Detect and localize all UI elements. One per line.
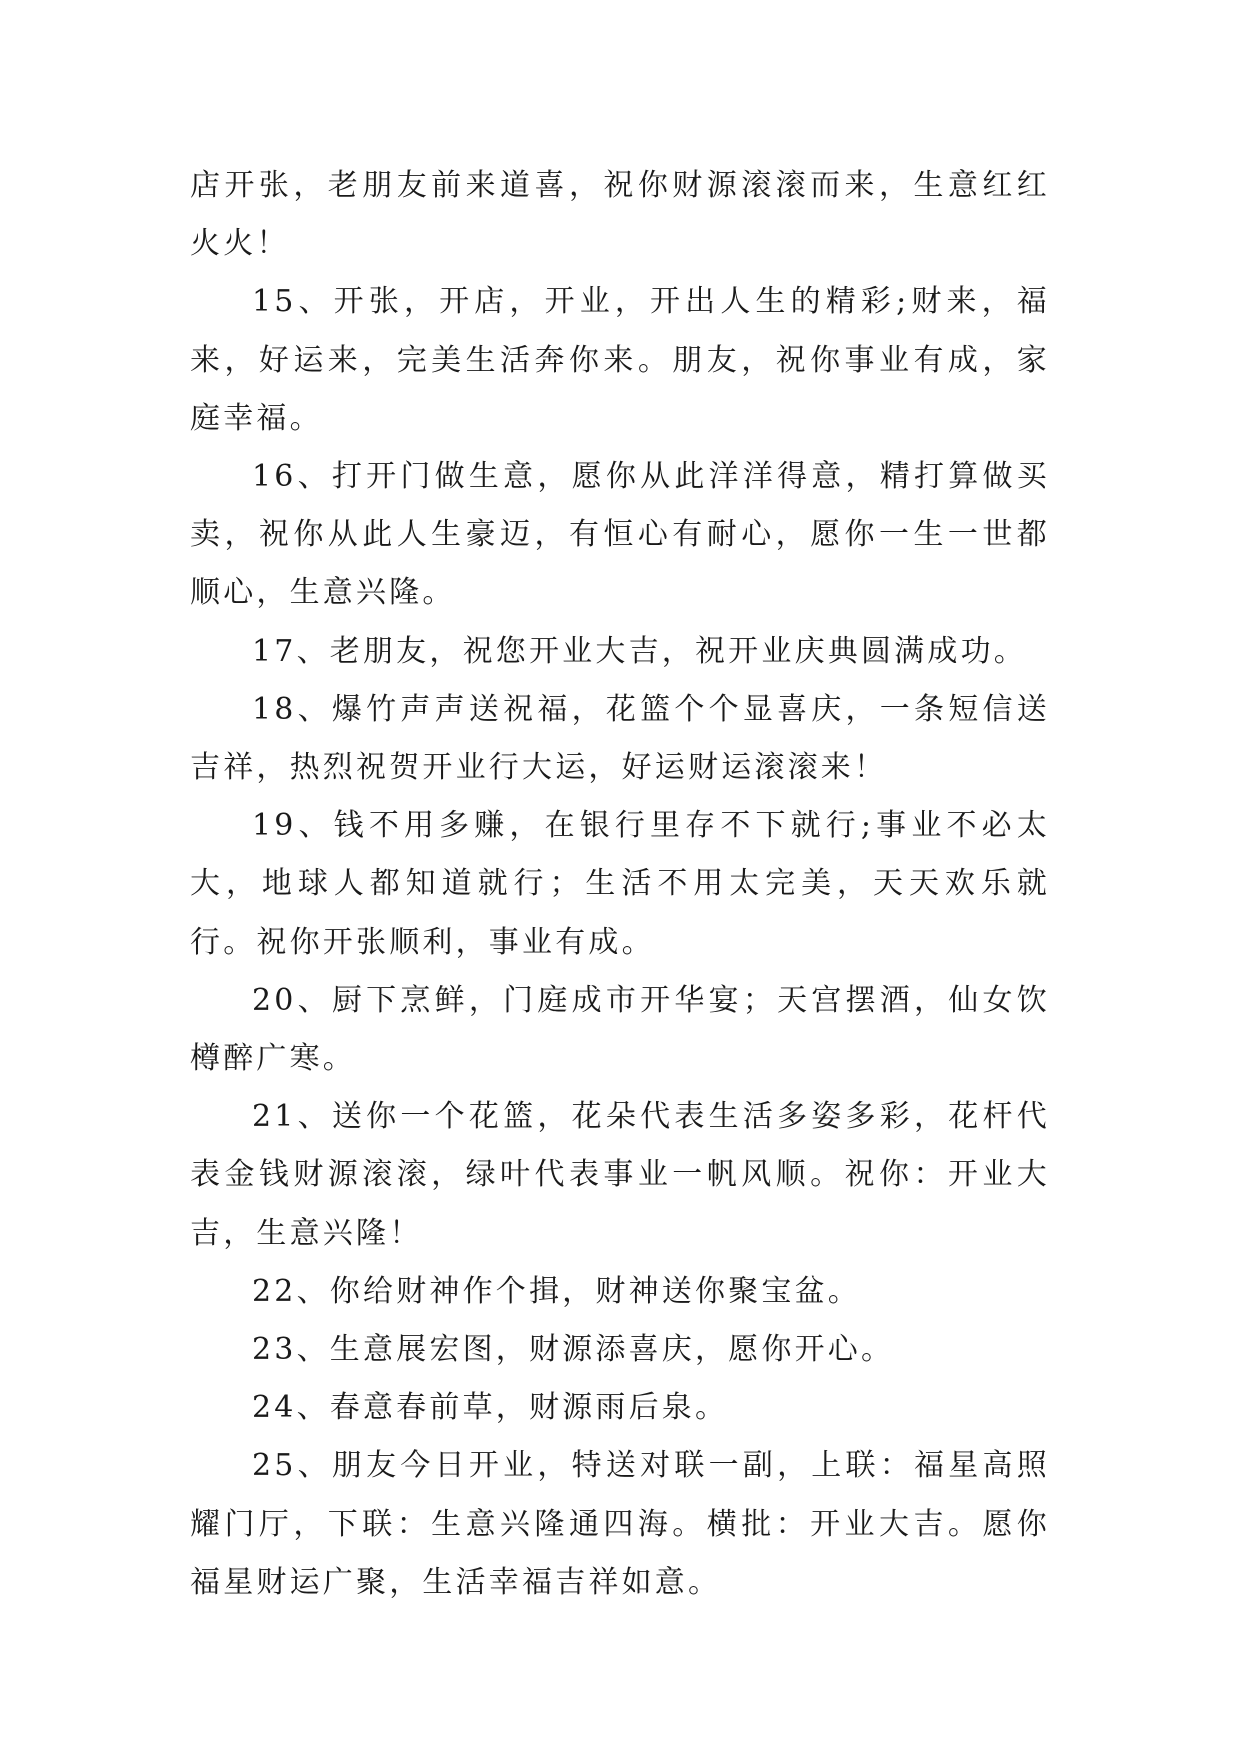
paragraph-item-17: 17、老朋友，祝您开业大吉，祝开业庆典圆满成功。 [252, 633, 1027, 669]
paragraph-item-25: 25、朋友今日开业，特送对联一副，上联：福星高照耀门厅，下联：生意兴隆通四海。横批：开业大吉。愿你福星财运广聚，生活幸福吉祥如意。 [190, 1448, 1050, 1600]
paragraph-continuation: 店开张，老朋友前来道喜，祝你财源滚滚而来，生意红红火火！ [190, 168, 1050, 262]
paragraph-item-16: 16、打开门做生意，愿你从此洋洋得意，精打算做买卖，祝你从此人生豪迈，有恒心有耐心，愿你一生一世都顺心，生意兴隆。 [190, 459, 1050, 611]
paragraph-item-24: 24、春意春前草，财源雨后泉。 [252, 1390, 729, 1426]
paragraph-item-21: 21、送你一个花篮，花朵代表生活多姿多彩，花杆代表金钱财源滚滚，绿叶代表事业一帆风顺。祝你：开业大吉，生意兴隆！ [190, 1099, 1050, 1251]
paragraph-item-23: 23、生意展宏图，财源添喜庆，愿你开心。 [252, 1332, 895, 1368]
paragraph-item-18: 18、爆竹声声送祝福，花篮个个显喜庆，一条短信送吉祥，热烈祝贺开业行大运，好运财运滚滚来！ [190, 691, 1050, 786]
paragraph-item-15: 15、开张，开店，开业，开出人生的精彩;财来，福来，好运来，完美生活奔你来。朋友，祝你事业有成，家庭幸福。 [190, 284, 1050, 436]
paragraph-item-20: 20、厨下烹鲜，门庭成市开华宴；天宫摆酒，仙女饮樽醉广寒。 [190, 982, 1050, 1077]
document-body [190, 157, 1050, 1612]
paragraph-item-19: 19、钱不用多赚，在银行里存不下就行;事业不必太大，地球人都知道就行；生活不用太完美，天天欢乐就行。祝你开张顺利，事业有成。 [190, 808, 1050, 960]
paragraph-item-22: 22、你给财神作个揖，财神送你聚宝盆。 [252, 1273, 861, 1309]
